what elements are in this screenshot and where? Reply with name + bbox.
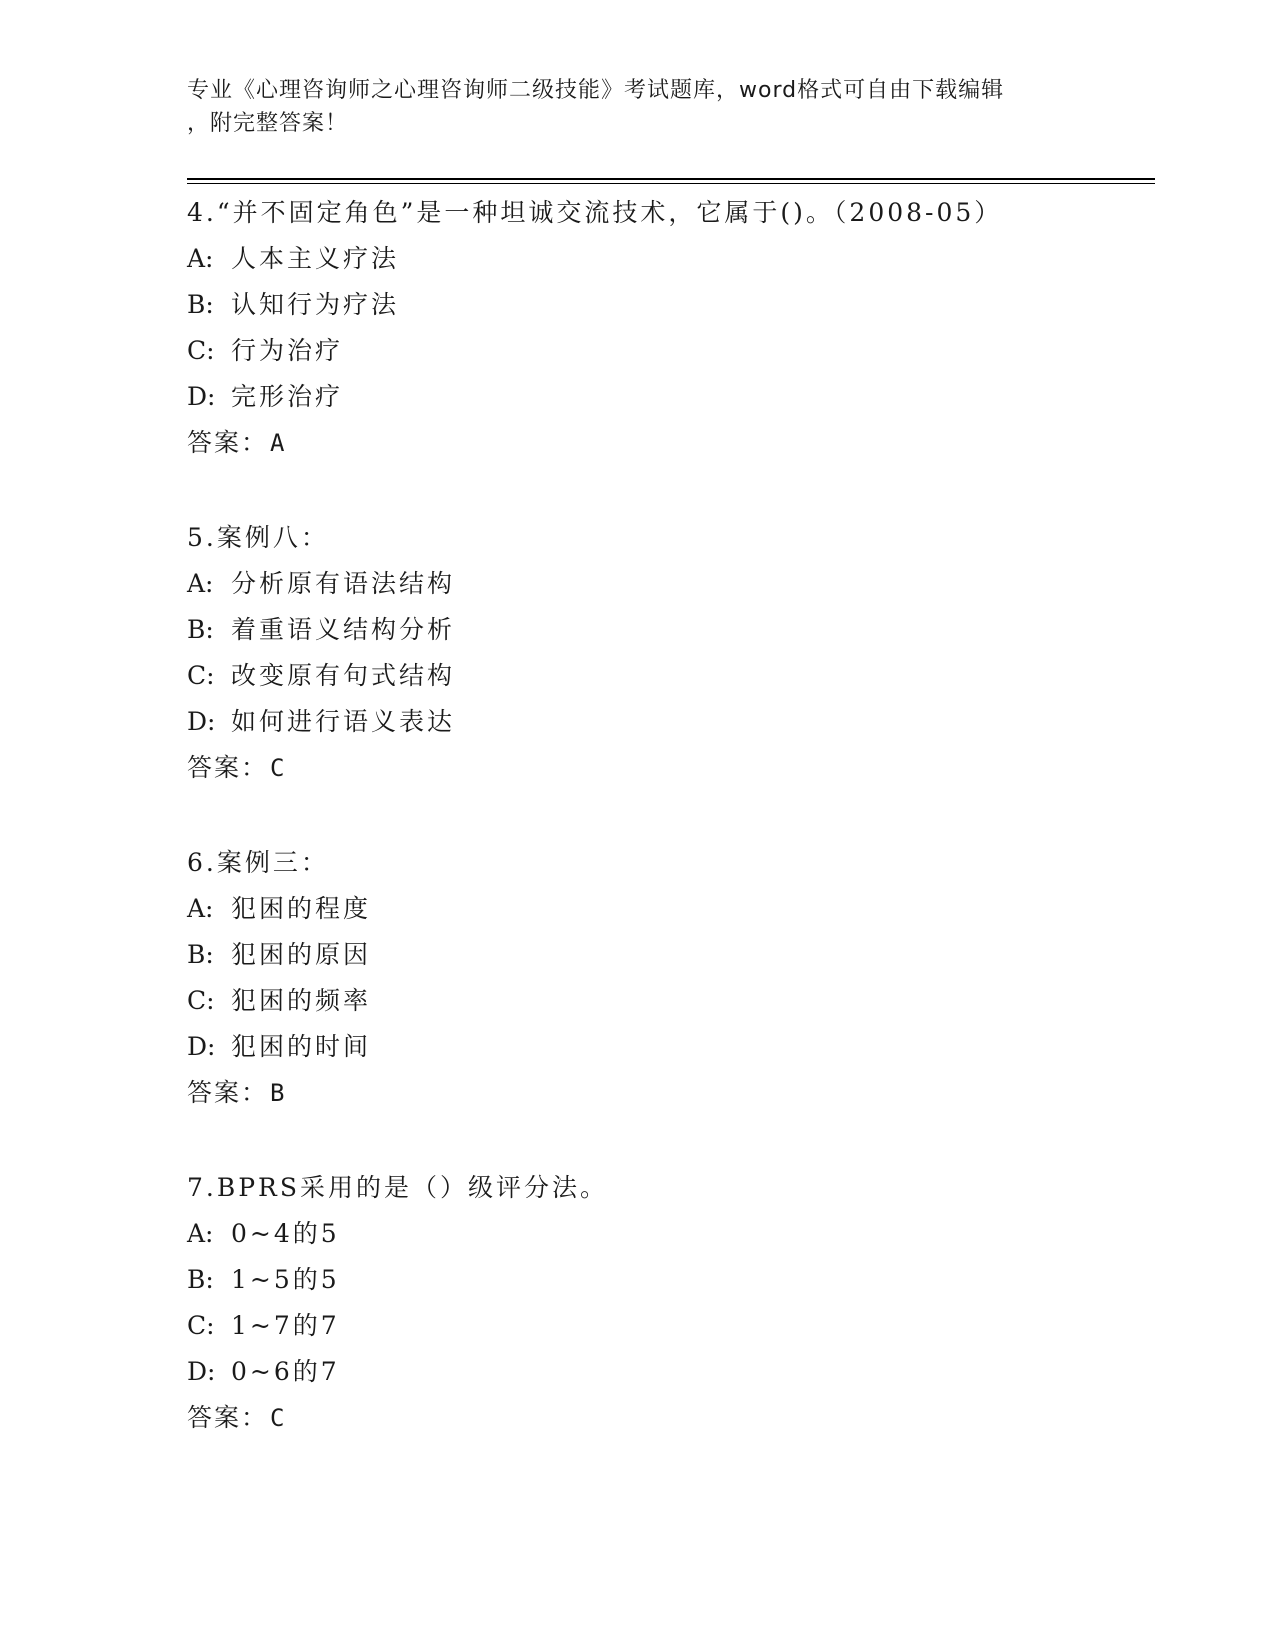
- option-letter: D:: [187, 707, 216, 736]
- option-text: 0~6的7: [231, 1357, 340, 1386]
- option-row: [187, 1211, 1155, 1257]
- header-divider-thick: [187, 178, 1155, 180]
- question-stem: 5.案例八：: [187, 523, 329, 552]
- option-text: 如何进行语义表达: [231, 707, 456, 736]
- option-text: 行为治疗: [231, 336, 344, 365]
- question-spacer: [187, 466, 1155, 515]
- option-row: [187, 374, 1155, 420]
- option-text: 人本主义疗法: [231, 244, 400, 273]
- question-item: [187, 515, 1155, 791]
- option-text: 完形治疗: [231, 382, 344, 411]
- question-stem: 4.“并不固定角色”是一种坦诚交流技术，它属于()。（2008-05）: [187, 198, 1003, 227]
- header-line-2: ，附完整答案！: [187, 111, 349, 136]
- question-spacer: [187, 1116, 1155, 1165]
- option-row: [187, 282, 1155, 328]
- option-row: [187, 932, 1155, 978]
- option-text: 1~5的5: [231, 1265, 340, 1294]
- question-item: [187, 1165, 1155, 1441]
- option-letter: C:: [187, 336, 215, 365]
- option-row: [187, 978, 1155, 1024]
- option-letter: C:: [187, 986, 215, 1015]
- question-stem: 7.BPRS采用的是（）级评分法。: [187, 1173, 608, 1202]
- option-letter: A:: [187, 1219, 214, 1248]
- answer-row: [187, 420, 1155, 466]
- option-letter: B:: [187, 1265, 214, 1294]
- option-letter: D:: [187, 382, 216, 411]
- question-list: [187, 190, 1155, 1441]
- header-divider-thin: [187, 183, 1155, 184]
- option-text: 犯困的时间: [231, 1032, 372, 1061]
- option-row: [187, 1349, 1155, 1395]
- question-item: [187, 190, 1155, 466]
- document-header: [187, 74, 1067, 140]
- question-stem: 6.案例三：: [187, 848, 329, 877]
- option-letter: A:: [187, 569, 214, 598]
- option-letter: C:: [187, 1311, 215, 1340]
- option-text: 着重语义结构分析: [231, 615, 456, 644]
- answer-value: B: [270, 1079, 287, 1107]
- option-row: [187, 607, 1155, 653]
- question-spacer: [187, 791, 1155, 840]
- option-text: 认知行为疗法: [231, 290, 400, 319]
- answer-row: [187, 1395, 1155, 1441]
- option-letter: D:: [187, 1032, 216, 1061]
- answer-label: 答案：: [187, 1403, 269, 1432]
- option-row: [187, 699, 1155, 745]
- option-row: [187, 1303, 1155, 1349]
- option-text: 犯困的频率: [231, 986, 372, 1015]
- option-text: 犯困的程度: [231, 894, 372, 923]
- header-line-1: 专业《心理咨询师之心理咨询师二级技能》考试题库，word格式可自由下载编辑: [187, 78, 1005, 103]
- option-row: [187, 328, 1155, 374]
- option-letter: B:: [187, 940, 214, 969]
- answer-value: A: [270, 429, 287, 457]
- answer-label: 答案：: [187, 753, 269, 782]
- option-text: 犯困的原因: [231, 940, 372, 969]
- option-letter: B:: [187, 615, 214, 644]
- option-row: [187, 1024, 1155, 1070]
- option-text: 改变原有句式结构: [231, 661, 456, 690]
- option-row: [187, 653, 1155, 699]
- option-row: [187, 1257, 1155, 1303]
- option-letter: A:: [187, 244, 214, 273]
- question-item: [187, 840, 1155, 1116]
- answer-row: [187, 745, 1155, 791]
- option-letter: D:: [187, 1357, 216, 1386]
- option-text: 0~4的5: [231, 1219, 340, 1248]
- option-letter: C:: [187, 661, 215, 690]
- option-row: [187, 236, 1155, 282]
- option-letter: B:: [187, 290, 214, 319]
- answer-row: [187, 1070, 1155, 1116]
- option-text: 分析原有语法结构: [231, 569, 456, 598]
- answer-value: C: [270, 754, 287, 782]
- answer-value: C: [270, 1404, 287, 1432]
- answer-label: 答案：: [187, 1078, 269, 1107]
- option-letter: A:: [187, 894, 214, 923]
- option-text: 1~7的7: [231, 1311, 340, 1340]
- option-row: [187, 886, 1155, 932]
- option-row: [187, 561, 1155, 607]
- answer-label: 答案：: [187, 428, 269, 457]
